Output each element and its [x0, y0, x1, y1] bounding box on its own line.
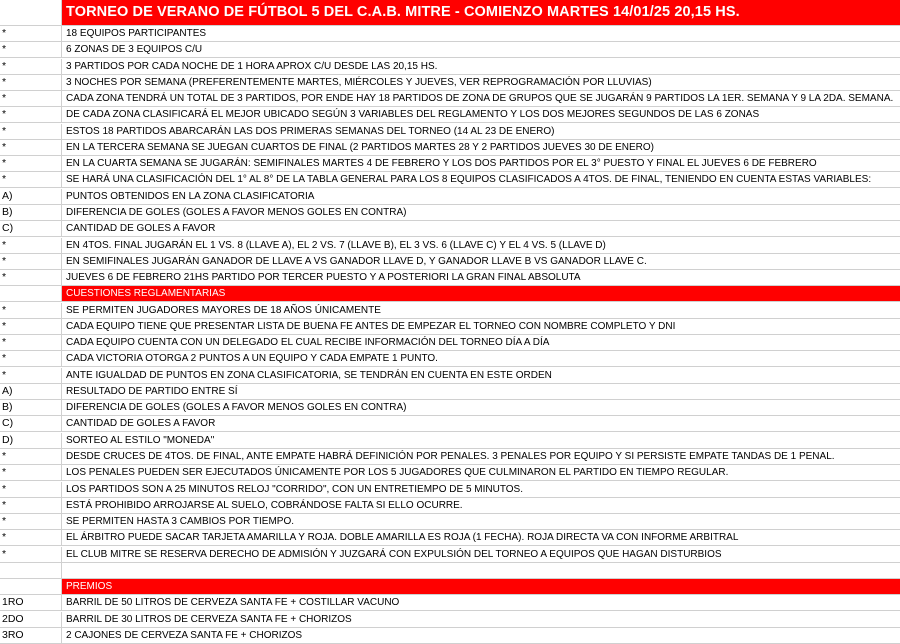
cell-a-title[interactable]	[0, 0, 62, 25]
row-text[interactable]: 3 PARTIDOS POR CADA NOCHE DE 1 HORA APROX C/U DESDE LAS 20,15 HS.	[66, 60, 438, 72]
table-row[interactable]	[0, 238, 900, 254]
row-marker[interactable]: C)	[0, 416, 62, 431]
row-text[interactable]: EN SEMIFINALES JUGARÁN GANADOR DE LLAVE A VS GANADOR LLAVE D, Y GANADOR LLAVE B VS GANADOR LLAVE C.	[66, 255, 647, 267]
table-row[interactable]	[0, 124, 900, 140]
row-text[interactable]: 3 NOCHES POR SEMANA (PREFERENTEMENTE MARTES, MIÉRCOLES Y JUEVES, VER REPROGRAMACIÓN POR LLUVIAS)	[66, 76, 652, 88]
row-marker[interactable]: *	[0, 270, 62, 285]
row-text[interactable]: BARRIL DE 50 LITROS DE CERVEZA SANTA FE + COSTILLAR VACUNO	[66, 597, 400, 609]
row-marker[interactable]: *	[0, 42, 62, 57]
row-marker[interactable]: *	[0, 319, 62, 334]
table-row[interactable]	[0, 465, 900, 481]
row-marker[interactable]: *	[0, 172, 62, 187]
row-marker[interactable]: *	[0, 75, 62, 90]
row-text[interactable]: 6 ZONAS DE 3 EQUIPOS C/U	[66, 44, 203, 56]
row-marker[interactable]: *	[0, 482, 62, 497]
table-row[interactable]	[0, 384, 900, 400]
row-marker[interactable]: *	[0, 254, 62, 269]
row-text[interactable]: ESTÁ PROHIBIDO ARROJARSE AL SUELO, COBRÁNDOSE FALTA SI ELLO OCURRE.	[66, 499, 463, 511]
row-marker[interactable]: *	[0, 335, 62, 350]
row-text[interactable]: DE CADA ZONA CLASIFICARÁ EL MEJOR UBICADO SEGÚN 3 VARIABLES DEL REGLAMENTO Y LOS DOS MEJORES SEGUNDOS DE LAS 6 ZONAS	[66, 109, 760, 121]
table-row[interactable]	[0, 75, 900, 91]
row-text[interactable]: CADA VICTORIA OTORGA 2 PUNTOS A UN EQUIPO Y CADA EMPATE 1 PUNTO.	[66, 353, 438, 365]
row-text[interactable]: LOS PARTIDOS SON A 25 MINUTOS RELOJ "CORRIDO", CON UN ENTRETIEMPO DE 5 MINUTOS.	[66, 483, 523, 495]
table-row[interactable]	[0, 91, 900, 107]
table-row[interactable]	[0, 530, 900, 546]
table-row[interactable]	[0, 26, 900, 42]
row-marker[interactable]: *	[0, 303, 62, 318]
row-marker[interactable]: 2DO	[0, 612, 62, 627]
row-text[interactable]: SE PERMITEN HASTA 3 CAMBIOS POR TIEMPO.	[66, 516, 295, 528]
table-row[interactable]	[0, 172, 900, 188]
row-text[interactable]: ESTOS 18 PARTIDOS ABARCARÁN LAS DOS PRIMERAS SEMANAS DEL TORNEO (14 AL 23 DE ENERO)	[66, 125, 555, 137]
table-row[interactable]	[0, 42, 900, 58]
table-row[interactable]	[0, 270, 900, 286]
row-marker[interactable]: B)	[0, 205, 62, 220]
row-marker[interactable]: B)	[0, 400, 62, 415]
table-row[interactable]	[0, 628, 900, 644]
table-row[interactable]	[0, 221, 900, 237]
row-text[interactable]: PUNTOS OBTENIDOS EN LA ZONA CLASIFICATORIA	[66, 190, 315, 202]
table-row[interactable]	[0, 189, 900, 205]
table-row[interactable]	[0, 400, 900, 416]
row-text[interactable]: EN 4TOS. FINAL JUGARÁN EL 1 VS. 8 (LLAVE A), EL 2 VS. 7 (LLAVE B), EL 3 VS. 6 (LLAVE C) Y EL 4 VS. 5 (LLAVE D)	[66, 239, 606, 251]
row-text[interactable]: DIFERENCIA DE GOLES (GOLES A FAVOR MENOS GOLES EN CONTRA)	[66, 206, 407, 218]
row-marker[interactable]: *	[0, 124, 62, 139]
row-marker[interactable]	[0, 286, 62, 301]
row-text[interactable]: CADA ZONA TENDRÁ UN TOTAL DE 3 PARTIDOS, POR ENDE HAY 18 PARTIDOS DE ZONA DE GRUPOS QUE SE JUGARÁN 9 PARTIDOS LA 1ER. SEMANA Y 9 LA 2DA. SEMANA.	[66, 93, 894, 105]
table-row[interactable]	[0, 595, 900, 611]
row-marker[interactable]: *	[0, 156, 62, 171]
row-marker[interactable]: *	[0, 59, 62, 74]
table-row[interactable]	[0, 319, 900, 335]
row-text[interactable]	[62, 563, 900, 578]
row-marker[interactable]: *	[0, 368, 62, 383]
table-row[interactable]	[0, 433, 900, 449]
row-text[interactable]: EL ÁRBITRO PUEDE SACAR TARJETA AMARILLA Y ROJA. DOBLE AMARILLA ES ROJA (1 FECHA). ROJA DIRECTA VA CON INFORME ARBITRAL	[66, 532, 739, 544]
table-row[interactable]	[0, 416, 900, 432]
row-text[interactable]: 2 CAJONES DE CERVEZA SANTA FE + CHORIZOS	[66, 629, 303, 641]
row-marker[interactable]: *	[0, 107, 62, 122]
row-marker[interactable]: C)	[0, 221, 62, 236]
row-marker[interactable]: *	[0, 530, 62, 545]
row-marker[interactable]: 3RO	[0, 628, 62, 643]
section-header[interactable]: PREMIOS	[62, 579, 900, 594]
row-marker[interactable]: D)	[0, 433, 62, 448]
table-row[interactable]	[0, 59, 900, 75]
row-marker[interactable]: *	[0, 498, 62, 513]
row-text[interactable]: ANTE IGUALDAD DE PUNTOS EN ZONA CLASIFICATORIA, SE TENDRÁN EN CUENTA EN ESTE ORDEN	[66, 369, 552, 381]
row-marker[interactable]: *	[0, 547, 62, 562]
section-header-row[interactable]	[0, 579, 900, 595]
row-marker[interactable]: A)	[0, 189, 62, 204]
table-row[interactable]	[0, 156, 900, 172]
row-text[interactable]: BARRIL DE 30 LITROS DE CERVEZA SANTA FE + CHORIZOS	[66, 613, 352, 625]
table-row[interactable]	[0, 547, 900, 563]
row-text[interactable]: EL CLUB MITRE SE RESERVA DERECHO DE ADMISIÓN Y JUZGARÁ CON EXPULSIÓN DEL TORNEO A EQUIPOS QUE HAGAN DISTURBIOS	[66, 548, 722, 560]
table-row[interactable]	[0, 368, 900, 384]
table-row[interactable]	[0, 335, 900, 351]
row-marker[interactable]: *	[0, 514, 62, 529]
table-row[interactable]	[0, 351, 900, 367]
table-row[interactable]	[0, 563, 900, 579]
row-text[interactable]: RESULTADO DE PARTIDO ENTRE SÍ	[66, 385, 238, 397]
row-marker[interactable]: *	[0, 351, 62, 366]
row-text[interactable]: SE PERMITEN JUGADORES MAYORES DE 18 AÑOS ÚNICAMENTE	[66, 304, 381, 316]
row-text[interactable]: CANTIDAD DE GOLES A FAVOR	[66, 418, 216, 430]
row-text[interactable]: SORTEO AL ESTILO "MONEDA"	[66, 434, 215, 446]
row-text[interactable]: EN LA TERCERA SEMANA SE JUEGAN CUARTOS DE FINAL (2 PARTIDOS MARTES 28 Y 2 PARTIDOS JUEVES 30 DE ENERO)	[66, 141, 654, 153]
table-row[interactable]	[0, 482, 900, 498]
table-row[interactable]	[0, 140, 900, 156]
row-text[interactable]: DIFERENCIA DE GOLES (GOLES A FAVOR MENOS GOLES EN CONTRA)	[66, 402, 407, 414]
row-marker[interactable]	[0, 579, 62, 594]
table-row[interactable]	[0, 107, 900, 123]
row-text[interactable]: DESDE CRUCES DE 4TOS. DE FINAL, ANTE EMPATE HABRÁ DEFINICIÓN POR PENALES. 3 PENALES POR EQUIPO Y SI PERSISTE EMPATE TANDAS DE 1 PENAL.	[66, 451, 835, 463]
row-marker[interactable]: A)	[0, 384, 62, 399]
table-row[interactable]	[0, 205, 900, 221]
row-text[interactable]: EN LA CUARTA SEMANA SE JUGARÁN: SEMIFINALES MARTES 4 DE FEBRERO Y LOS DOS PARTIDOS POR EL 3° PUESTO Y FINAL EL JUEVES 6 DE FEBRERO	[66, 158, 817, 170]
row-text[interactable]: CANTIDAD DE GOLES A FAVOR	[66, 223, 216, 235]
title-row[interactable]	[0, 0, 900, 26]
row-marker[interactable]: *	[0, 140, 62, 155]
row-marker[interactable]: *	[0, 238, 62, 253]
table-row[interactable]	[0, 514, 900, 530]
table-row[interactable]	[0, 498, 900, 514]
table-row[interactable]	[0, 303, 900, 319]
row-text[interactable]: JUEVES 6 DE FEBRERO 21HS PARTIDO POR TERCER PUESTO Y A POSTERIORI LA GRAN FINAL ABSOLUTA	[66, 272, 581, 284]
table-row[interactable]	[0, 449, 900, 465]
row-text[interactable]: CADA EQUIPO CUENTA CON UN DELEGADO EL CUAL RECIBE INFORMACIÓN DEL TORNEO DÍA A DÍA	[66, 337, 550, 349]
row-text[interactable]: SE HARÁ UNA CLASIFICACIÓN DEL 1° AL 8° DE LA TABLA GENERAL PARA LOS 8 EQUIPOS CLASIFICADOS A 4TOS. DE FINAL, TENIENDO EN CUENTA ESTAS VARIABLES:	[66, 174, 872, 186]
row-text[interactable]: LOS PENALES PUEDEN SER EJECUTADOS ÚNICAMENTE POR LOS 5 JUGADORES QUE CULMINARON EL PARTIDO EN TIEMPO REGULAR.	[66, 467, 729, 479]
row-marker[interactable]: 1RO	[0, 595, 62, 610]
row-text[interactable]: CADA EQUIPO TIENE QUE PRESENTAR LISTA DE BUENA FE ANTES DE EMPEZAR EL TORNEO CON NOMBRE COMPLETO Y DNI	[66, 320, 676, 332]
row-text[interactable]: 18 EQUIPOS PARTICIPANTES	[66, 28, 207, 39]
row-marker[interactable]: *	[0, 26, 62, 41]
table-row[interactable]	[0, 612, 900, 628]
table-row[interactable]	[0, 254, 900, 270]
section-header-row[interactable]	[0, 286, 900, 302]
row-marker[interactable]: *	[0, 465, 62, 480]
section-header[interactable]: CUESTIONES REGLAMENTARIAS	[62, 286, 900, 301]
row-marker[interactable]: *	[0, 449, 62, 464]
sheet-title[interactable]: TORNEO DE VERANO DE FÚTBOL 5 DEL C.A.B. MITRE - COMIENZO MARTES 14/01/25 20,15 HS.	[62, 0, 900, 25]
row-marker[interactable]	[0, 563, 62, 578]
row-marker[interactable]: *	[0, 91, 62, 106]
